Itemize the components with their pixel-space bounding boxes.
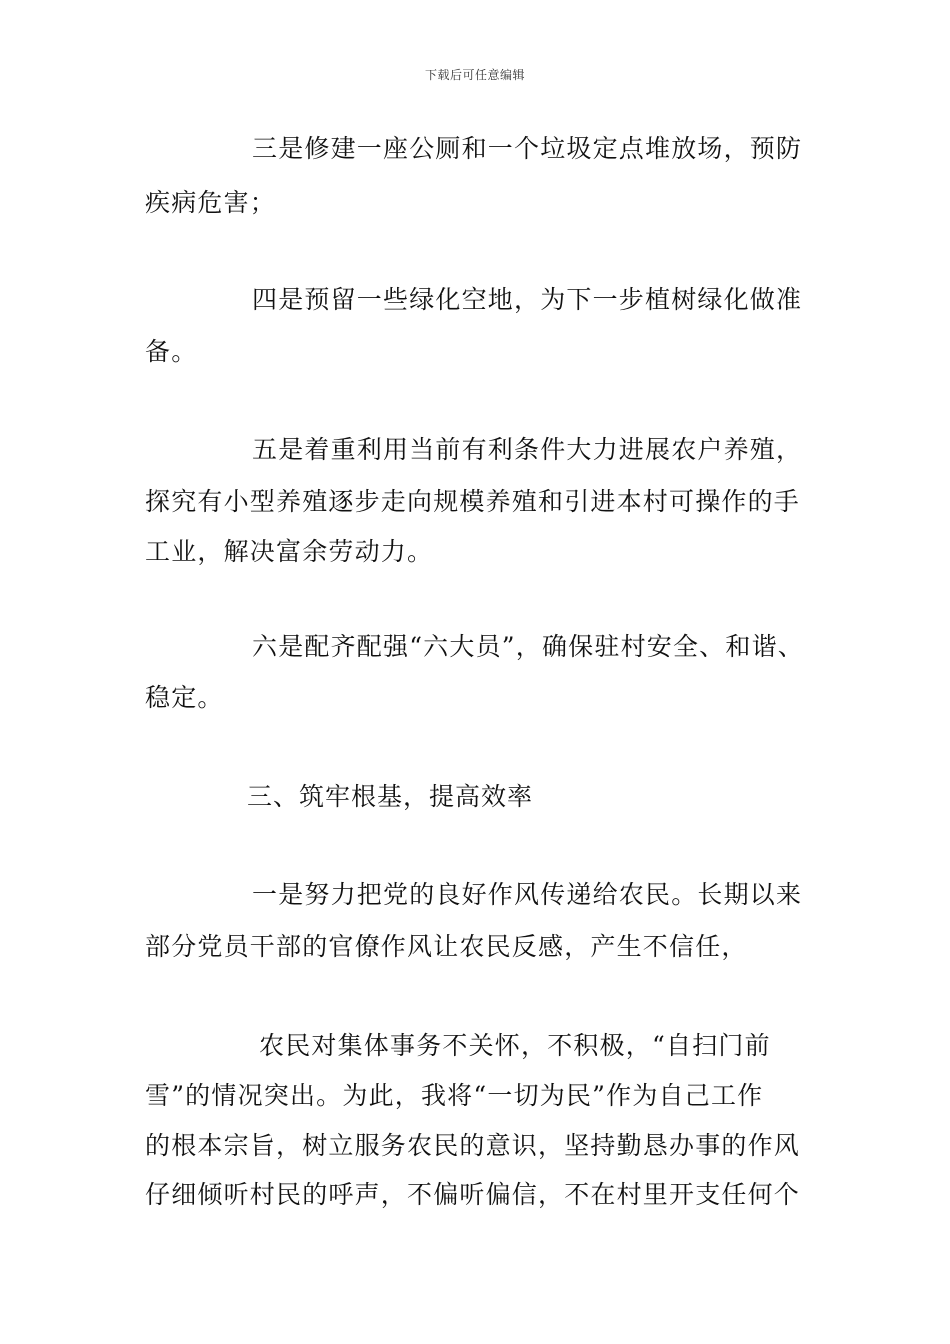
paragraph-line: 疾病危害； (145, 188, 277, 217)
paragraph-line: 备。 (145, 337, 198, 366)
page-header-note: 下载后可任意编辑 (424, 68, 525, 82)
paragraph-line: 四是预留一些绿化空地，为下一步植树绿化做准 (252, 285, 803, 314)
paragraph-line: 部分党员干部的官僚作风让农民反感，产生不信任， (145, 932, 748, 961)
paragraph-line: 稳定。 (145, 683, 224, 712)
paragraph-line: 的根本宗旨，树立服务农民的意识，坚持勤恳办事的作风 (145, 1131, 801, 1160)
paragraph-line: 雪”的情况突出。为此，我将“一切为民”作为自己工作 (145, 1081, 764, 1110)
paragraph-line: 工业，解决富余劳动力。 (145, 537, 434, 566)
paragraph-line: 六是配齐配强“六大员”，确保驻村安全、和谐、 (252, 632, 804, 661)
section-heading: 三、筑牢根基，提高效率 (247, 782, 534, 811)
paragraph-line: 仔细倾听村民的呼声，不偏听偏信，不在村里开支任何个 (145, 1180, 801, 1209)
paragraph-line: 农民对集体事务不关怀，不积极，“自扫门前 (259, 1031, 771, 1060)
paragraph-line: 五是着重利用当前有利条件大力进展农户养殖， (252, 435, 803, 464)
paragraph-line: 探究有小型养殖逐步走向规模养殖和引进本村可操作的手 (145, 487, 801, 516)
paragraph-line: 三是修建一座公厕和一个垃圾定点堆放场，预防 (252, 134, 803, 163)
paragraph-line: 一是努力把党的良好作风传递给农民。长期以来 (252, 880, 803, 909)
